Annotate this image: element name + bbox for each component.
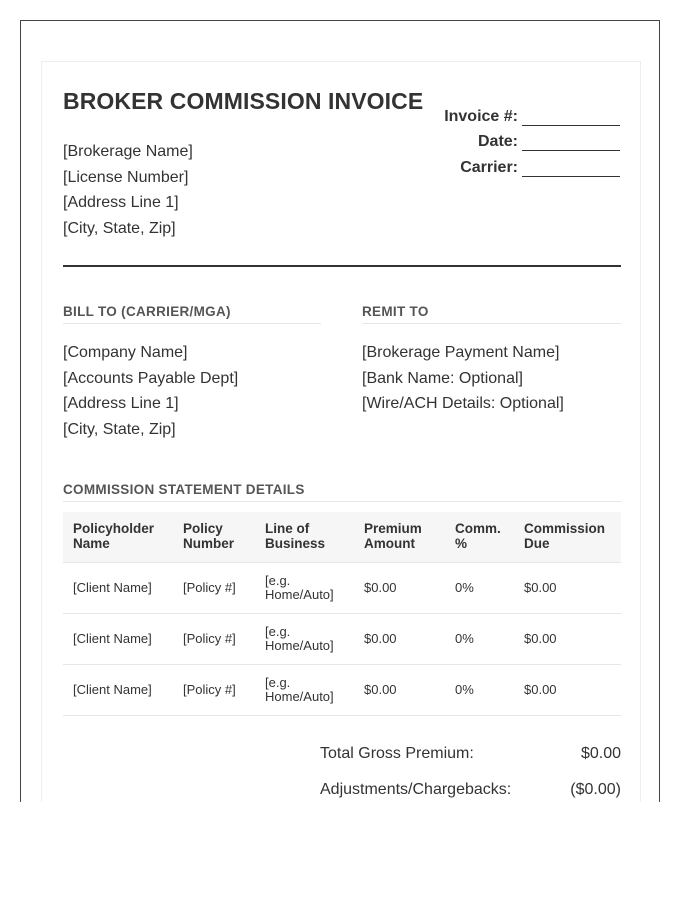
bill-to-city-state-zip: [City, State, Zip] bbox=[63, 421, 176, 439]
commission-due-cell: $0.00 bbox=[514, 613, 621, 664]
column-header-line-of-business: Line of Business bbox=[255, 512, 354, 562]
remit-to-heading: REMIT TO bbox=[362, 304, 429, 319]
table-row bbox=[63, 613, 621, 664]
total-gross-premium-label: Total Gross Premium: bbox=[320, 745, 474, 762]
brokerage-address-line-1: [Address Line 1] bbox=[63, 194, 179, 212]
remit-to-bank-name: [Bank Name: Optional] bbox=[362, 369, 523, 387]
commission-table-wrap bbox=[63, 512, 621, 716]
premium-amount-cell: $0.00 bbox=[354, 613, 445, 664]
details-rule bbox=[63, 501, 621, 502]
bill-to-department: [Accounts Payable Dept] bbox=[63, 369, 239, 387]
bill-to-rule bbox=[63, 323, 321, 324]
remit-to-wire-details: [Wire/ACH Details: Optional] bbox=[362, 395, 564, 413]
bill-to-address-line-1: [Address Line 1] bbox=[63, 395, 179, 413]
bill-to-heading: BILL TO (CARRIER/MGA) bbox=[63, 304, 231, 319]
client-name-cell: [Client Name] bbox=[63, 613, 173, 664]
line-of-business-cell: [e.g. Home/Auto] bbox=[255, 562, 354, 613]
comm-percent-cell: 0% bbox=[445, 562, 514, 613]
remit-to-rule bbox=[362, 323, 621, 324]
total-gross-premium-row bbox=[320, 736, 621, 772]
remit-to-address bbox=[362, 340, 564, 417]
adjustments-row bbox=[320, 772, 621, 802]
column-header-policyholder: Policyholder Name bbox=[63, 512, 173, 562]
table-header-row bbox=[63, 512, 621, 562]
remit-to-payment-name: [Brokerage Payment Name] bbox=[362, 344, 560, 361]
commission-due-cell: $0.00 bbox=[514, 562, 621, 613]
adjustments-label: Adjustments/Chargebacks: bbox=[320, 781, 512, 798]
policy-number-cell: [Policy #] bbox=[173, 562, 255, 613]
comm-percent-cell: 0% bbox=[445, 613, 514, 664]
table-row bbox=[63, 562, 621, 613]
line-of-business-cell: [e.g. Home/Auto] bbox=[255, 613, 354, 664]
total-gross-premium-value: $0.00 bbox=[580, 745, 621, 762]
policy-number-cell: [Policy #] bbox=[173, 613, 255, 664]
client-name-cell: [Client Name] bbox=[63, 562, 173, 613]
invoice-meta bbox=[360, 100, 620, 177]
invoice-sheet bbox=[41, 61, 641, 802]
license-number: [License Number] bbox=[63, 168, 189, 186]
adjustments-value: ($0.00) bbox=[570, 781, 621, 798]
details-heading: COMMISSION STATEMENT DETAILS bbox=[63, 482, 305, 497]
date-blank bbox=[522, 132, 620, 151]
carrier-row bbox=[360, 151, 620, 177]
commission-due-cell: $0.00 bbox=[514, 664, 621, 715]
comm-percent-cell: 0% bbox=[445, 664, 514, 715]
client-name-cell: [Client Name] bbox=[63, 664, 173, 715]
policy-number-cell: [Policy #] bbox=[173, 664, 255, 715]
column-header-premium-amount: Premium Amount bbox=[354, 512, 445, 562]
carrier-label: Carrier: bbox=[460, 158, 518, 176]
table-row bbox=[63, 664, 621, 715]
date-label: Date: bbox=[477, 133, 518, 150]
invoice-number-row bbox=[360, 100, 620, 126]
column-header-comm-percent: Comm. % bbox=[445, 512, 514, 562]
date-row bbox=[360, 126, 620, 152]
brokerage-city-state-zip: [City, State, Zip] bbox=[63, 220, 176, 238]
bill-to-address bbox=[63, 340, 238, 443]
page-frame bbox=[20, 20, 660, 802]
premium-amount-cell: $0.00 bbox=[354, 562, 445, 613]
carrier-blank bbox=[522, 158, 620, 177]
column-header-commission-due: Commission Due bbox=[514, 512, 621, 562]
brokerage-address bbox=[63, 139, 193, 242]
premium-amount-cell: $0.00 bbox=[354, 664, 445, 715]
line-of-business-cell: [e.g. Home/Auto] bbox=[255, 664, 354, 715]
brokerage-name: [Brokerage Name] bbox=[63, 143, 193, 160]
commission-table bbox=[63, 512, 621, 716]
column-header-policy-number: Policy Number bbox=[173, 512, 255, 562]
invoice-number-label: Invoice #: bbox=[444, 107, 518, 125]
invoice-number-blank bbox=[522, 107, 620, 126]
totals-block bbox=[320, 736, 621, 802]
invoice-title: BROKER COMMISSION INVOICE bbox=[63, 88, 424, 114]
header-divider bbox=[63, 265, 621, 267]
bill-to-company: [Company Name] bbox=[63, 344, 188, 361]
